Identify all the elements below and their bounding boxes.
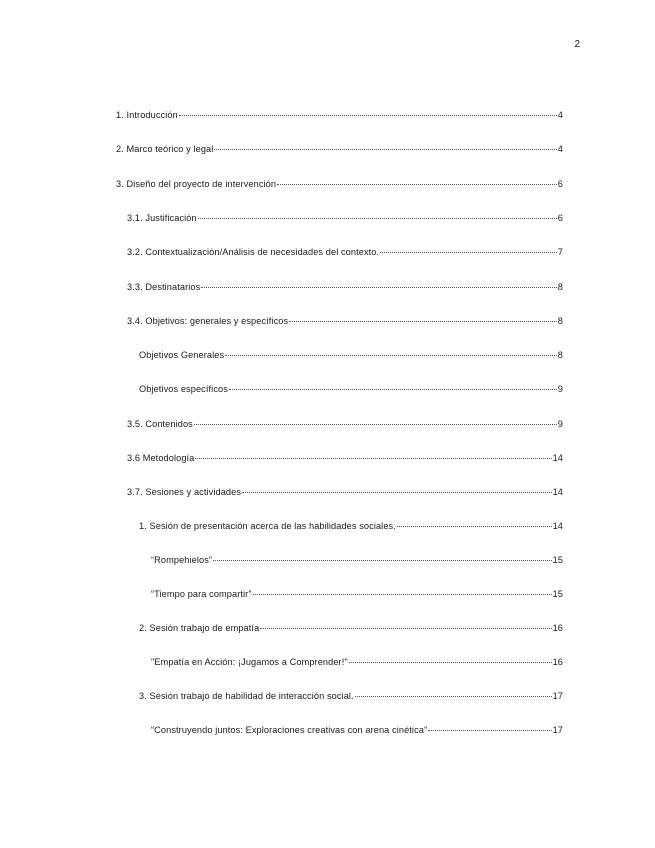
toc-entry-title: 3.1. Justificación [127, 213, 197, 223]
toc-entry-title: 2. Marco teórico y legal [116, 144, 214, 154]
toc-entry-page: 14 [552, 487, 563, 497]
toc-entry-title: 3.4. Objetivos: generales y específicos [127, 316, 289, 326]
toc-dot-leader [253, 594, 552, 595]
toc-entry-sesion-2[interactable] [116, 623, 563, 637]
toc-entry-title: “Rompehielos” [151, 555, 213, 565]
toc-entry-justificacion[interactable] [116, 213, 563, 227]
toc-entry-page: 8 [557, 350, 563, 360]
toc-dot-leader [229, 389, 557, 390]
toc-entry-page: 8 [557, 282, 563, 292]
toc-entry-objetivos-especificos[interactable] [116, 384, 563, 398]
toc-dot-leader [213, 560, 552, 561]
toc-entry-title: 1. Introducción [116, 110, 178, 120]
toc-entry-metodologia[interactable] [116, 453, 563, 467]
toc-entry-title: 3.7. Sesiones y actividades [127, 487, 242, 497]
toc-entry-page: 15 [552, 555, 563, 565]
toc-entry-contenidos[interactable] [116, 419, 563, 433]
toc-entry-title: 1. Sesión de presentación acerca de las habilidades sociales. [139, 521, 396, 531]
toc-entry-page: 6 [557, 213, 563, 223]
toc-entry-title: 2. Sesión trabajo de empatía [139, 623, 260, 633]
toc-entry-title: Objetivos Generales [139, 350, 225, 360]
toc-entry-destinatarios[interactable] [116, 282, 563, 296]
toc-entry-page: 14 [552, 521, 563, 531]
toc-entry-page: 16 [552, 623, 563, 633]
toc-entry-page: 14 [552, 453, 563, 463]
toc-dot-leader [289, 321, 557, 322]
toc-dot-leader [195, 458, 551, 459]
toc-entry-title: 3.6 Metodología [127, 453, 195, 463]
toc-dot-leader [201, 287, 556, 288]
toc-dot-leader [349, 662, 552, 663]
toc-dot-leader [260, 628, 551, 629]
toc-entry-title: "Empatía en Acción: ¡Jugamos a Comprender!" [151, 657, 348, 667]
toc-entry-sesion-3[interactable] [116, 691, 563, 705]
toc-entry-contextualizacion[interactable] [116, 247, 563, 261]
toc-entry-page: 4 [557, 110, 563, 120]
toc-dot-leader [214, 149, 556, 150]
toc-entry-title: 3.2. Contextualización/Análisis de necesidades del contexto. [127, 247, 380, 257]
toc-entry-empatia-accion[interactable] [116, 657, 563, 671]
toc-dot-leader [194, 424, 557, 425]
toc-entry-sesion-1[interactable] [116, 521, 563, 535]
toc-entry-rompehielos[interactable] [116, 555, 563, 569]
toc-dot-leader [198, 218, 557, 219]
toc-entry-tiempo-compartir[interactable] [116, 589, 563, 603]
toc-entry-page: 9 [557, 384, 563, 394]
toc-entry-introduccion[interactable] [116, 110, 563, 124]
toc-entry-page: 8 [557, 316, 563, 326]
toc-entry-page: 7 [557, 247, 563, 257]
toc-dot-leader [179, 115, 557, 116]
toc-entry-construyendo-juntos[interactable] [116, 725, 563, 739]
toc-entry-title: 3.5. Contenidos [127, 419, 193, 429]
toc-entry-page: 6 [557, 179, 563, 189]
toc-entry-marco-teorico[interactable] [116, 144, 563, 158]
toc-entry-title: 3. Sesión trabajo de habilidad de interacción social. [139, 691, 354, 701]
toc-dot-leader [277, 184, 557, 185]
toc-entry-page: 15 [552, 589, 563, 599]
toc-entry-objetivos-generales[interactable] [116, 350, 563, 364]
toc-dot-leader [428, 730, 551, 731]
toc-dot-leader [380, 252, 557, 253]
toc-entry-diseno-proyecto[interactable] [116, 179, 563, 193]
toc-entry-sesiones-actividades[interactable] [116, 487, 563, 501]
toc-entry-title: “Tiempo para compartir” [151, 589, 252, 599]
toc-entry-page: 4 [557, 144, 563, 154]
page-number: 2 [574, 39, 580, 50]
toc-dot-leader [225, 355, 557, 356]
toc-entry-page: 17 [552, 725, 563, 735]
toc-dot-leader [242, 492, 552, 493]
toc-entry-title: 3.3. Destinatarios [127, 282, 201, 292]
toc-dot-leader [355, 696, 552, 697]
toc-entry-page: 16 [552, 657, 563, 667]
toc-entry-page: 17 [552, 691, 563, 701]
toc-entry-objetivos[interactable] [116, 316, 563, 330]
toc-entry-title: 3. Diseño del proyecto de intervención [116, 179, 277, 189]
toc-dot-leader [397, 526, 552, 527]
toc-entry-title: Objetivos específicos [139, 384, 228, 394]
toc-entry-page: 9 [557, 419, 563, 429]
toc-entry-title: “Construyendo juntos: Exploraciones creativas con arena cinética” [151, 725, 428, 735]
